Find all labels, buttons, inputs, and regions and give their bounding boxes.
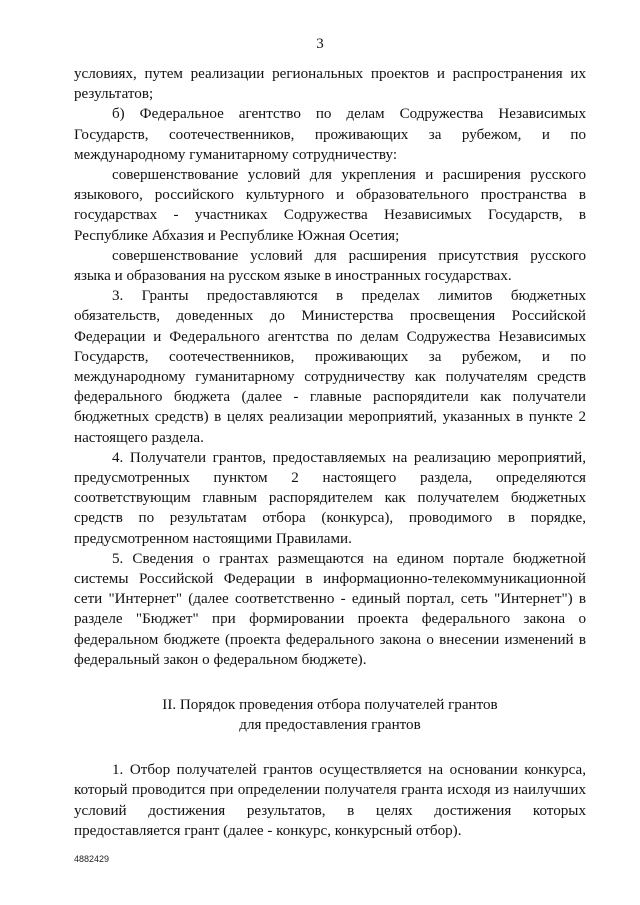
paragraph-section-2-clause-1: 1. Отбор получателей грантов осуществляется на основании конкурса, который проводится при определении получателя гранта исходя из наилучших условий достижения результатов, в целях достижения которых предоставляется грант (далее - конкурс, конкурсный отбор). (74, 762, 586, 839)
section-heading (74, 696, 586, 735)
document-code: 4882429 (74, 854, 110, 864)
document-body (74, 64, 586, 841)
section-heading-line-1: II. Порядок проведения отбора получателей грантов (162, 697, 498, 714)
paragraph-item-b-task-1: совершенствование условий для укрепления и расширения русского языкового, российского культурного и образовательного пространства в государствах - участниках Содружества Независимых Государств, в Республике Абхазия и Республике Южная Осетия; (74, 167, 586, 244)
paragraph-clause-5: 5. Сведения о грантах размещаются на едином портале бюджетной системы Российской Федерации в информационно-телекоммуникационной сети "Интернет" (далее соответственно - единый портал, сеть "Интернет") в разделе "Бюджет" при формировании проекта федерального закона о федеральном бюджете (проекта федерального закона о внесении изменений в федеральный закон о федеральном бюджете). (74, 550, 586, 668)
section-heading-line-2: для предоставления грантов (239, 716, 421, 733)
paragraph-continuation: условиях, путем реализации региональных проектов и распространения их результатов; (74, 66, 586, 103)
paragraph-item-b-task-2: совершенствование условий для расширения присутствия русского языка и образования на русском языке в иностранных государствах. (74, 247, 586, 285)
page-number: 3 (316, 36, 324, 52)
paragraph-clause-3: 3. Гранты предоставляются в пределах лимитов бюджетных обязательств, доведенных до Министерства просвещения Российской Федерации и Федерального агентства по делам Содружества Независимых Государств, соотечественников, проживающих за рубежом, и по международному гуманитарному сотрудничеству как получателям средств федерального бюджета (далее - главные распорядители как получатели бюджетных средств) в целях реализации мероприятий, указанных в пункте 2 настоящего раздела. (74, 288, 586, 446)
paragraph-item-b: б) Федеральное агентство по делам Содружества Независимых Государств, соотечественников, проживающих за рубежом, и по международному гуманитарному сотрудничеству: (74, 106, 586, 163)
paragraph-clause-4: 4. Получатели грантов, предоставляемых на реализацию мероприятий, предусмотренных пунктом 2 настоящего раздела, определяются соответствующим главным распорядителем как получателем бюджетных средств по результатам отбора (конкурса), проводимого в порядке, предусмотренном настоящими Правилами. (74, 449, 586, 547)
